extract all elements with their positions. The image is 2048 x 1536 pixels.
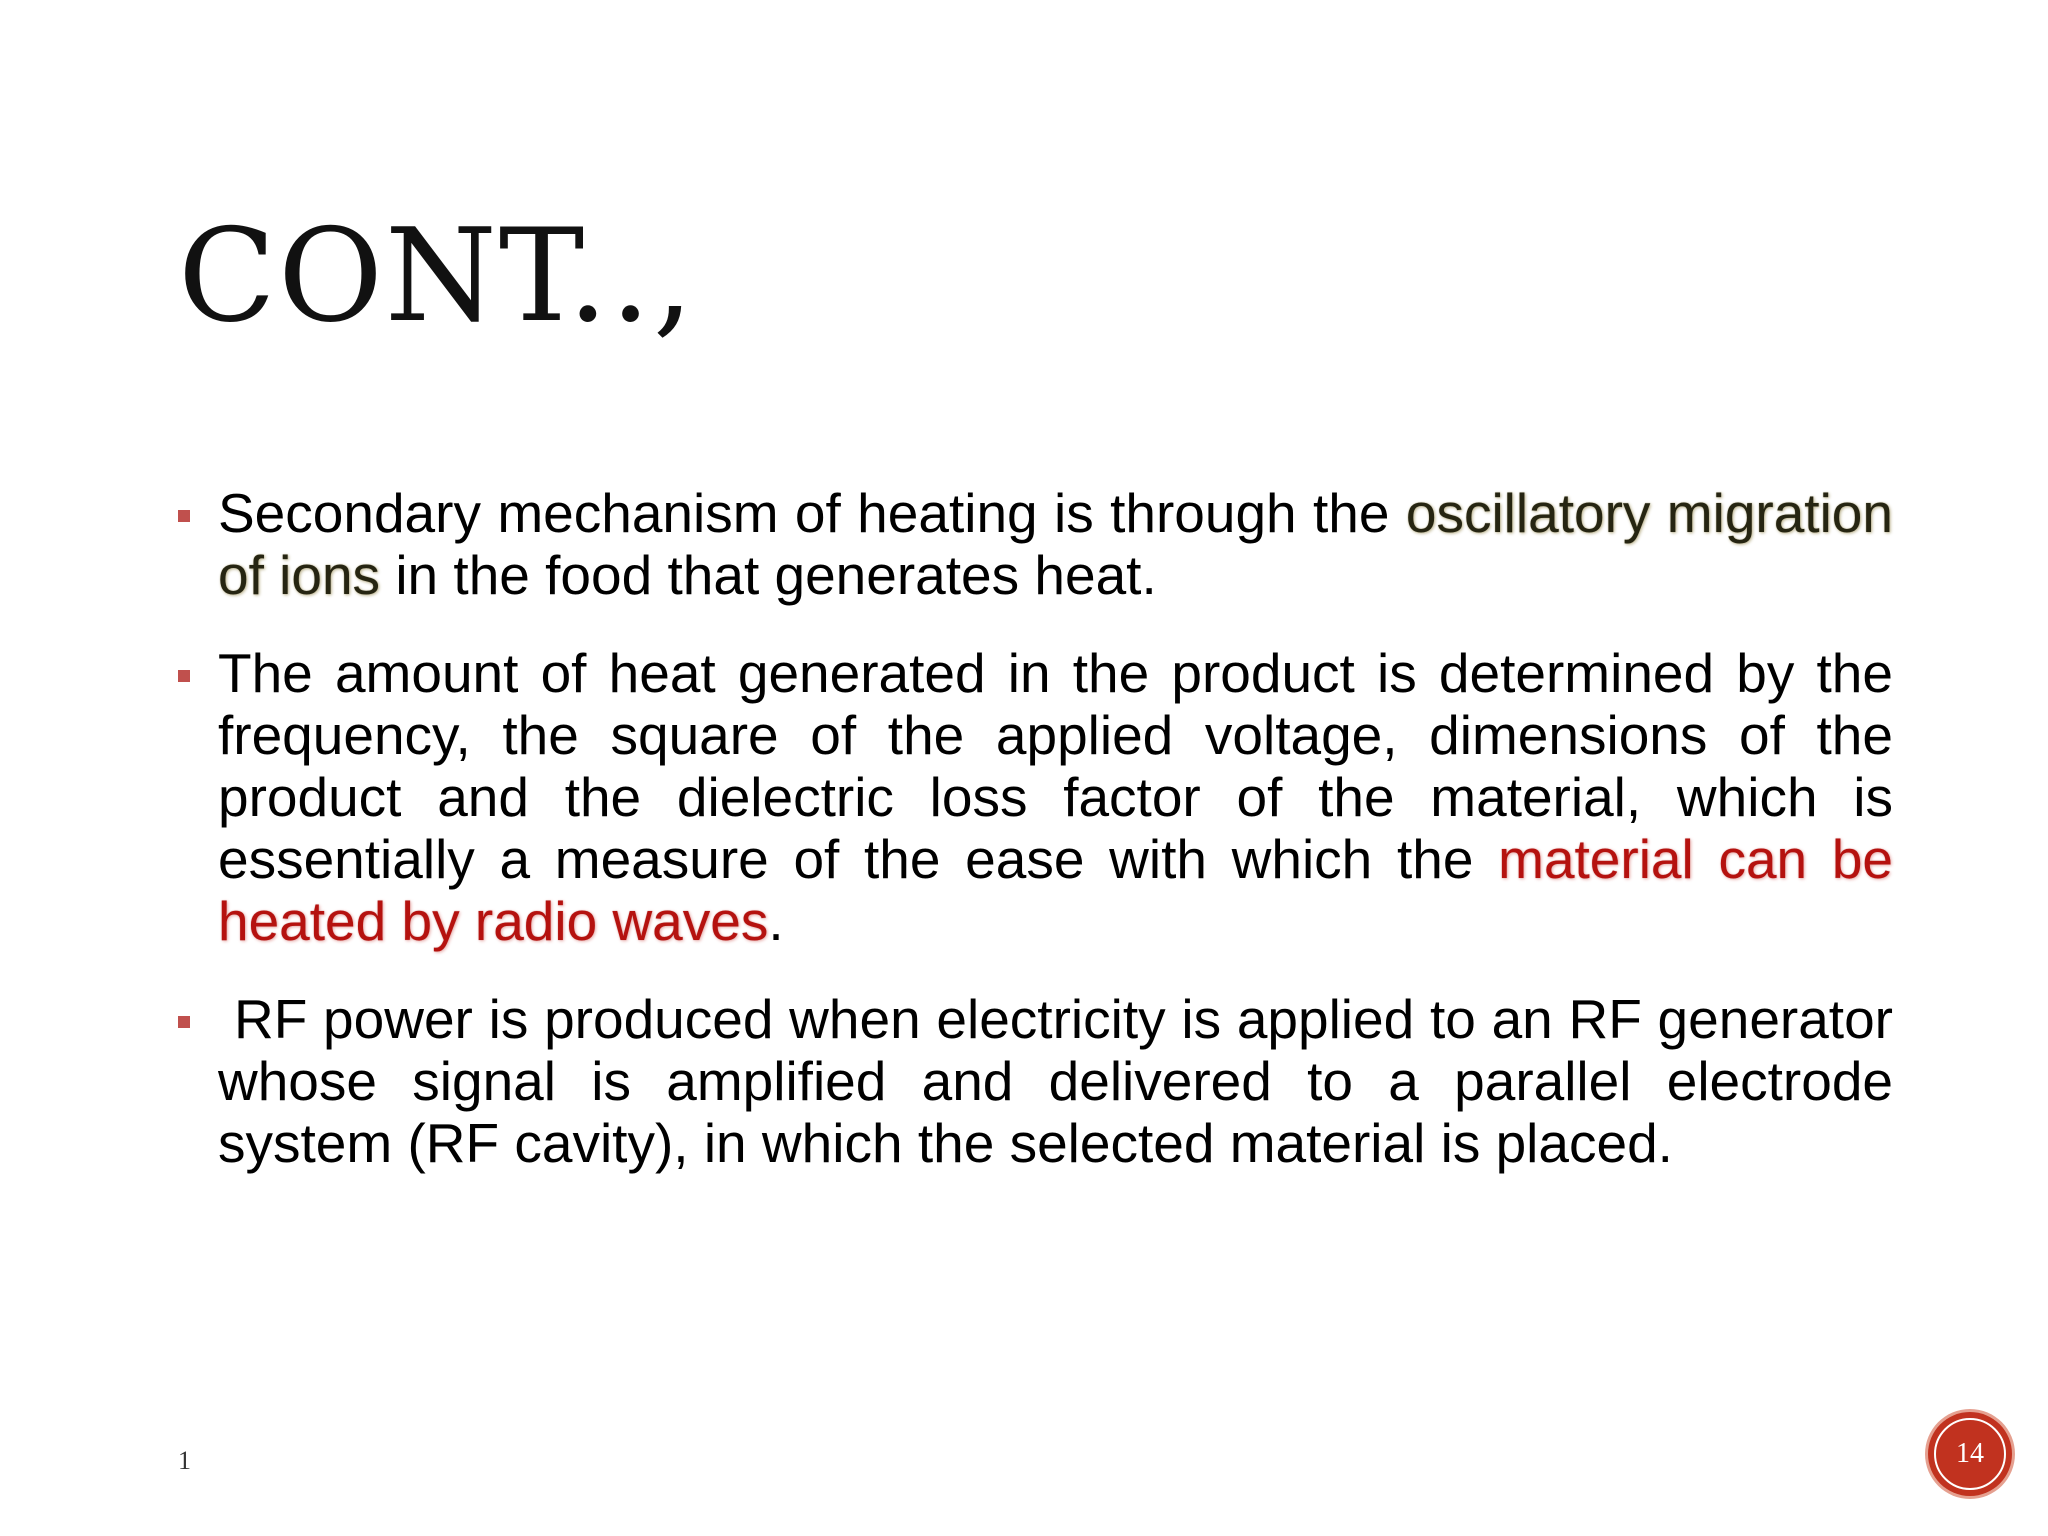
bullet-item-2 bbox=[178, 642, 1893, 952]
bullet-item-1 bbox=[178, 482, 1893, 606]
bullet-2-highlight: material can be heated by radio waves bbox=[218, 828, 1893, 952]
bullet-item-3 bbox=[178, 988, 1893, 1174]
bullet-square-icon bbox=[178, 510, 190, 522]
bullet-1-text: Secondary mechanism of heating is through the bbox=[218, 482, 1406, 544]
bullet-square-icon bbox=[178, 1016, 190, 1028]
page-number-badge bbox=[1928, 1412, 2012, 1496]
page-number: 14 bbox=[1934, 1418, 2006, 1490]
bullet-1-text-end: in the food that generates heat. bbox=[380, 544, 1157, 606]
bullet-2-text-end: . bbox=[768, 890, 784, 952]
footer-slide-marker: 1 bbox=[178, 1446, 191, 1475]
bullet-list bbox=[178, 482, 1893, 1210]
bullet-square-icon bbox=[178, 670, 190, 682]
bullet-2-text: The amount of heat generated in the product is determined by the frequency, the square of the applied voltage, dimensions of the product and the dielectric loss factor of the material, which is essentially a measure of the ease with which the bbox=[218, 642, 1893, 890]
bullet-1-highlight: oscillatory migration of ions bbox=[218, 482, 1893, 606]
slide-title: CONT.., bbox=[178, 202, 696, 351]
bullet-3-text: RF power is produced when electricity is applied to an RF generator whose signal is amplified and delivered to a parallel electrode system (RF cavity), in which the selected material is placed. bbox=[218, 988, 1893, 1174]
